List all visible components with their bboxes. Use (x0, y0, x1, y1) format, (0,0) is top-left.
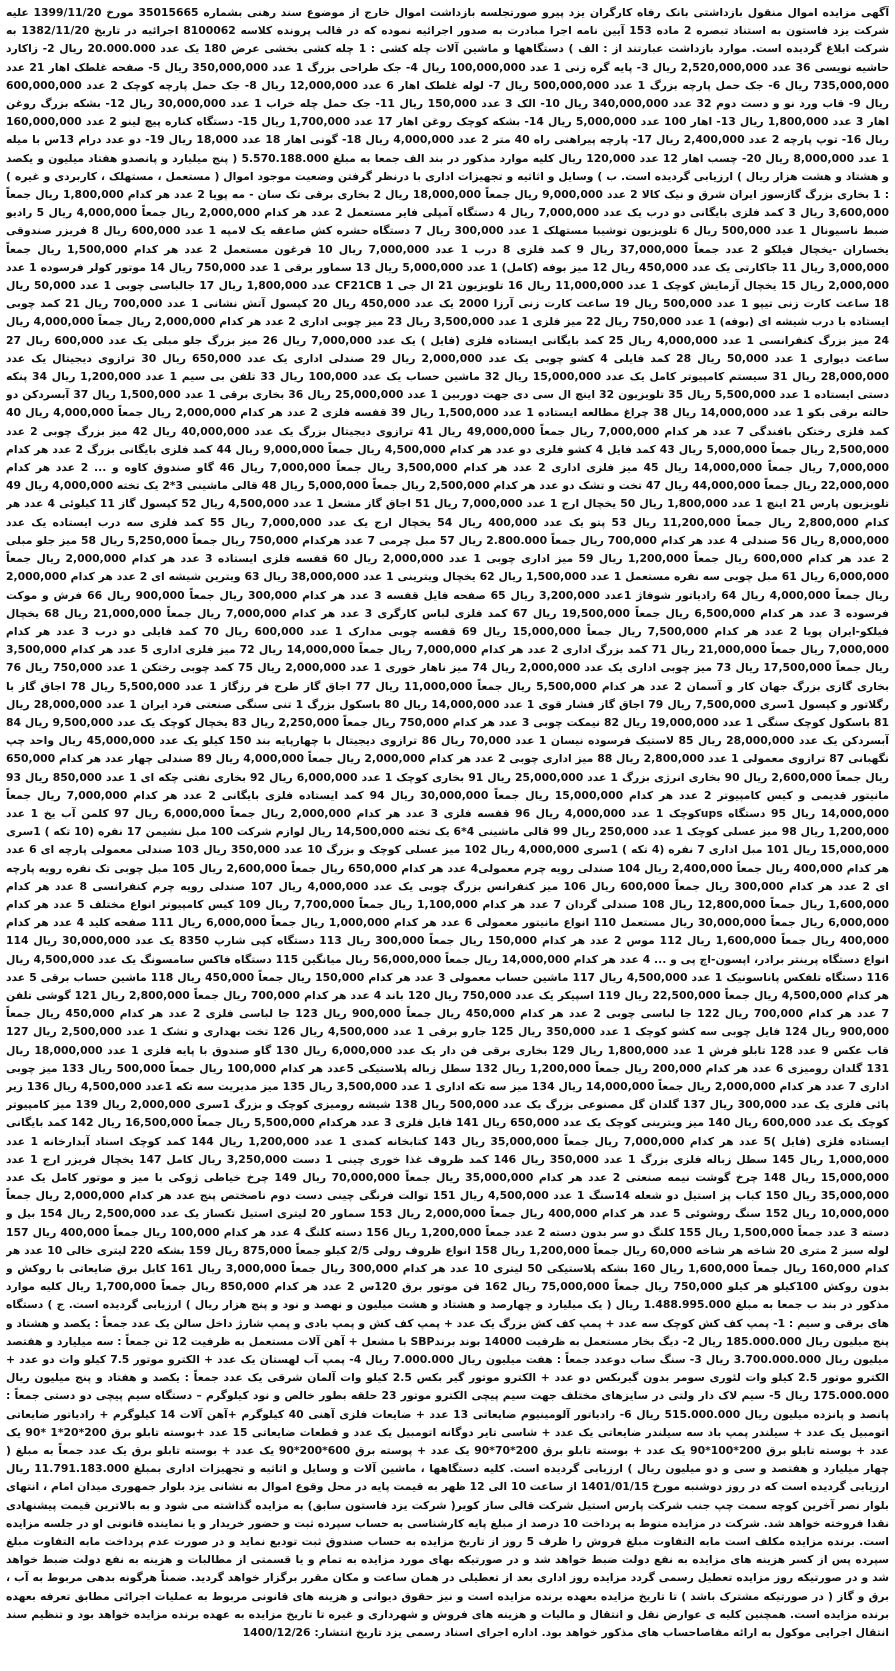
publish-date: 1400/12/26 (242, 1626, 311, 1640)
auction-notice (6, 4, 889, 1667)
notice-body: آگهی مزایده اموال منقول بازداشتی بانک رفاه کارگران یزد پیرو صورتجلسه بازداشت اموال خارج از موضوع سند رهنی بشماره 35015665 مورخ 1399/11/20 علیه شرکت یزد فاستون به استناد تبصره 2 ماده 153 آیین نامه اجرا مبادرت به صدور اجرائیه نموده که در قالب پرونده کلاسه 8100062 اجرائیه در تاریخ 1382/11/20 به شرکت ابلاغ گردیده است. موارد بازداشت عبارتند از : الف ) دستگاهها و ماشین آلات چله کشی : 1 چله کشی بخشی عرض 180 یک عدد 20.000.000 ریال 2- زاکارد حاشیه نویسی 36 عدد 2,520,000,000 ریال 3- پایه گره زنی 1 عدد 100,000,000 ریال 4- جک طراحی بزرگ 1 عدد 350,000,000 ریال 5- صفحه غلطک اهار 21 عدد 735,000,000 ریال 6- جک حمل پارچه بزرگ 1 عدد 500,000,000 ریال 7- لوله غلطک اهار 6 عدد 12,000,000 ریال 8- جک حمل پارچه کوچک 2 عدد 600,000,000 ریال 9- قاب ورد نو و دست دوم 32 عدد 340,000,000 ریال 10- الک 3 عدد 150,000 ریال 11- جک حمل چله خراب 1 عدد 30,000,000 ریال 12- بشکه بزرگ روغن اهار 3 عدد 1,800,000 ریال 13- اهار 100 عدد 5,000,000 ریال 14- بشکه کوچک روغن اهار 17 عدد 1,700,000 ریال 15- دستگاه کناره پیچ لینو 2 عدد 160,000,000 ریال 16- توپ پارچه 2 عدد 2,400,000 ریال 17- پارچه پیراهنی راه 40 متر 2 عدد 4,000,000 ریال 18- گونی اهار 18 عدد 18,000 ریال 19- دو عدد درام 13س با میله 1 عدد 8,000,000 ریال 20- چسب اهار 12 عدد 120,000 ریال کلیه موارد مذکور در بند الف جمعا به مبلغ 5.570.188.000 ( پنج میلیارد و پانصدو هفتاد میلیون و یکصد و هشتاد و هشت هزار ریال ) ارزیابی گردیده است. ب ) وسایل و اثاثیه و تجهیزات اداری با درنظر گرفتن وضعیت موجود اموال ( مستعمل ، مستهلک ، کاربردی و غیره ) : 1 بخاری بزرگ گازسوز ایران شرق و نیک کالا 2 عدد 9,000,000 ریال جمعاً 18,000,000 ریال 2 بخاری برقی تک سان - مه پویا 2 عدد هر کدام 1,800,000 ریال جمعاً 3,600,000 ریال 3 کمد فلزی بایگانی دو درب یک عدد 7,000,000 ریال 4 دستگاه آمپلی فایر مستعمل 2 عدد هر کدام 2,000,000 ریال جمعاً 4,000,000 ریال 5 رادیو ضبط ناسیونال 1 عدد 500,000 ریال 6 تلویزیون توشیبا مستهلک 1 عدد 300,000 ریال 7 دستگاه حشره کش صاعقه یک لامپه 1 عدد 600,000 ریال 8 فریزر صندوقی یخساران -یخچال فیلکو 2 عدد جمعاً 37,000,000 ریال 9 کمد فلزی 8 درب 1 عدد 7,000,000 ریال 10 فرغون مستعمل 2 عدد هر کدام 1,500,000 ریال جمعاً 3,000,000 ریال 11 جاکارتی یک عدد 450,000 ریال 12 میز بوفه (کامل) 1 عدد 5,000,000 ریال 13 سماور برقی 1 عدد 750,000 ریال 14 موتور کولر فرسوده 1 عدد 2,000,000 ریال 15 یخچال آزمایش کوچک 1 عدد 11,000,000 ریال 16 تلویزیون 21 ال جی 1 CF21CB عدد 1,800,000 ریال 17 جالباسی چوبی 1 عدد 50,000 ریال 18 ساعت کارت زنی تیپو 1 عدد 500,000 ریال 19 ساعت کارت زنی آرزا 2000 یک عدد 450,000 ریال 20 کپسول آتش نشانی 1 عدد 700,000 ریال 21 کمد چوبی ایستاده با درب شیشه ای (بوفه) 1 عدد 750,000 ریال 22 میز فلزی 1 عدد 3,500,000 ریال 23 میز چوبی اداری 2 عدد هر کدام 2,000,000 ریال جمعاً 4,000,000 ریال 24 میز بزرگ کنفرانسی 1 عدد 4,000,000 ریال 25 کمد بایگانی ایستاده فلزی (فایل ) یک عدد 7,000,000 ریال 26 میز بزرگ جلو مبلی یک عدد 600,000 ریال 27 ساعت دیواری 1 عدد 50,000 ریال 28 کمد فایلی 4 کشو چوبی یک عدد 2,000,000 ریال 29 صندلی اداری یک عدد 650,000 ریال 30 ترازوی دیجیتال یک عدد 28,000,000 ریال 31 سیستم کامپیوتر کامل یک عدد 15,000,000 ریال 32 ماشین حساب یک عدد 100,000 ریال 33 تلفن بی سیم 1 عدد 1,200,000 ریال 34 پنکه دستی ایستاده 1 عدد 5,500,000 ریال 35 تلویزیون 32 اینچ ال سی دی جهت دوربین 1 عدد 25,000,000 ریال 36 بخاری برقی 1 عدد 1,500,000 ریال 37 آبسردکن دو حالته برقی بکو 1 عدد 14,000,000 ریال 38 چراغ مطالعه ایستاده 1 عدد 1,500,000 ریال 39 قفسه فلزی 2 عدد هر کدام 2,000,000 ریال جمعاً 4,000,000 ریال 40 کمد فلزی رختکن بافندگی 7 عدد هر کدام 7,000,000 ریال جمعاً 49,000,000 ریال 41 ترازوی دیجیتال بزرگ یک عدد 40,000,000 ریال 42 میز بزرگ چوبی 2 عدد 2,500,000 ریال جمعاً 5,000,000 ریال 43 کمد فایل 4 کشو فلزی دو عدد هر کدام 4,500,000 ریال جمعاً 9,000,000 ریال 44 کمد فلزی بایگانی بزرگ 2 عدد هر کدام 7,000,000 ریال جمعاً 14,000,000 ریال 45 میز فلزی اداری 2 عدد هر کدام 3,500,000 ریال جمعاً 7,000,000 ریال 46 گاو صندوق کاوه و ... 2 عدد هر کدام 22,000,000 ریال جمعاً 44,000,000 ریال 47 تخت و تشک دو عدد هر کدام 2,500,000 ریال جمعاً 5,000,000 ریال 48 قالی ماشینی 3*2 یک تخته 4,000,000 ریال 49 تلویزیون پارس 21 اینچ 1 عدد 1,800,000 ریال 50 یخچال ارج 1 عدد 7,000,000 ریال 51 اجاق گاز مشعل 1 عدد 4,500,000 ریال 52 کپسول گاز 11 کیلوئی 4 عدد هر کدام 2,800,000 ریال جمعاً 11,200,000 ریال 53 پتو یک عدد 400,000 ریال 54 یخچال ارج یک عدد 7,000,000 ریال 55 کمد فلزی سه درب ایستاده یک عدد 8,000,000 ریال 56 صندلی 4 عدد هر کدام 700,000 ریال جمعاً 2.800.000 ریال 57 مبل چرمی 7 عدد هرکدام 750,000 ریال جمعاً 5,250,000 ریال 58 میز جلو مبلی 2 عدد هر کدام 600,000 ریال جمعاً 1,200,000 ریال 59 میز اداری چوبی 1 عدد 2,000,000 ریال 60 قفسه فلزی ایستاده 3 عدد هر کدام 2,000,000 ریال جمعاً 6,000,000 ریال 61 مبل چوبی سه نفره مستعمل 1 عدد 1,500,000 ریال 62 یخچال ویترینی 1 عدد 38,000,000 ریال 63 ویترین شیشه ای 2 عدد هر کدام 2,000,000 ریال جمعاً 4,000,000 ریال 64 رادیاتور شوفاژ 1عدد 3,200,000 ریال 65 صفحه فایل قفسه 3 عدد هر کدام 300,000 ریال جمعاً 900,000 ریال 66 فرش و موکت فرسوده 3 عدد هر کدام 6,500,000 ریال جمعاً 19,500,000 ریال 67 کمد فلزی لباس کارگری 3 عدد هر کدام 7,000,000 ریال جمعاً 21,000,000 ریال 68 یخچال فیلکو-ایران پویا 2 عدد هر کدام 7,500,000 ریال جمعاً 15,000,000 ریال 69 قفسه چوبی مدارک 1 عدد 600,000 ریال 70 کمد فایلی دو درب 3 عدد هر کدام 7,000,000 ریال جمعاً 21,000,000 ریال 71 کمد بزرگ اداری 2 عدد هر کدام 7,000,000 ریال جمعاً 14,000,000 ریال 72 میز فلزی اداری 5 عدد هر کدام 3,500,000 ریال جمعاً 17,500,000 ریال 73 میز چوبی اداری یک عدد 2,000,000 ریال 74 میز ناهار خوری 1 عدد 2,000,000 ریال 75 کمد چوبی رختکن 1 عدد 750,000 ریال 76 بخاری گازی بزرگ جهان کار و آسمان 2 عدد هر کدام 5,500,000 ریال جمعاً 11,000,000 ریال 77 اجاق گاز طرح فر رزگاز 1 عدد 5,500,000 ریال 78 اجاق گاز با رگلاتور و کپسول 1سری 7,500,000 ریال 79 اجاق گاز فشار قوی 1 عدد 14,000,000 ریال 80 باسکول بزرگ 1 تنی سنگی صنعتی فرد ایران 1 عدد 28,000,000 ریال 81 باسکول کوچک سنگی 1 عدد 19,000,000 ریال 82 نیمکت چوبی 3 عدد هر کدام 750,000 ریال جمعاً 2,250,000 ریال 83 یخچال کوچک یک عدد 9,500,000 ریال 84 آبسردکن یک عدد 28,000,000 ریال 85 لاستیک فرسوده نیسان 1 عدد 70,000 ریال 86 ترازوی دیجیتال با چهارپایه بند 150 کیلو یک عدد 45,000,000 ریال واحد چپ نگهبانی 87 ترازوی معمولی 1 عدد 2,800,000 ریال 88 میز اداری چوبی 2 عدد هر کدام 2,000,000 ریال جمعاً 4,000,000 ریال 89 صندلی چهار عدد هر کدام 650,000 ریال جمعاً 2,600,000 ریال 90 بخاری انرژی بزرگ 1 عدد 25,000,000 ریال 91 بخاری کوچک 1 عدد 6,000,000 ریال 92 بخاری نفتی چکه ای 1 عدد 850,000 ریال 93 مانیتور قدیمی و کیس کامپیوتر 2 عدد هر کدام 15,000,000 ریال جمعاً 30,000,000 ریال 94 کمد ایستاده فلزی بایگانی 2 عدد هر کدام 7,000,000 ریال جمعاً 14,000,000 ریال 95 دستگاه upsکوچک 1 عدد 4,000,000 ریال 96 قفسه فلزی 3 عدد هر کدام 2,000,000 ریال جمعاً 6,000,000 ریال 97 کلمن آب یخ 1 عدد 1,200,000 ریال 98 میز عسلی کوچک 1 عدد 250,000 ریال 99 قالی ماشینی 4*6 یک تخته 14,500,000 ریال لوازم شرکت 100 مبل نشیمن 17 نفره (10 تکه ) 1سری 15,000,000 ریال 101 مبل اداری 7 نفره (4 تکه ) 1سری 4,000,000 ریال 102 میز عسلی کوچک و بزرگ 10 عدد 350,000 ریال 103 صندلی معمولی پارچه ای 6 عدد هر کدام 400,000 ریال جمعاً 2,400,000 ریال 104 صندلی رویه چرم معمولی4 عدد هر کدام 650,000 ریال جمعاً 2,600,000 ریال 105 مبل چوبی تک نفره رویه پارچه ای 2 عدد هر کدام 300,000 ریال جمعاً 600,000 ریال 106 میز کنفرانس بزرگ چوبی یک عدد 4,000,000 ریال 107 صندلی رویه چرم کنفرانسی 8 عدد هر کدام 1,600,000 ریال جمعاً 12,800,000 ریال 108 صندلی گردان 7 عدد هر کدام 1,100,000 ریال جمعاً 7,700,000 ریال 109 کیس کامپیوتر انواع مختلف 5 عدد هر کدام 6,000,000 ریال جمعاً 30,000,000 ریال مستعمل 110 انواع مانیتور معمولی 6 عدد هر کدام 1,000,000 ریال جمعاً 6,000,000 ریال 111 صفحه کلید 4 عدد هر کدام 400,000 ریال جمعاً 1,600,000 ریال 112 موس 2 عدد هر کدام 150,000 ریال جمعاً 300,000 ریال 113 دستگاه کپی شارپ 8350 یک عدد 30,000,000 ریال 114 انواع دستگاه پرینتر برادر، اپسون-اچ پی و ... 4 عدد هر کدام 14,000,000 ریال جمعاً 56,000,000 ریال میانگین 115 دستگاه فاکس سامسونگ یک عدد 4,500,000 ریال 116 دستگاه تلفکس پاناسونیک 1 عدد 4,500,000 ریال 117 ماشین حساب معمولی 3 عدد هر کدام 150,000 ریال جمعاً 450,000 ریال 118 ماشین حساب برقی 5 عدد هر کدام 4,500,000 ریال جمعاً 22,500,000 ریال 119 اسپیکر یک عدد 750,000 ریال 120 باند 4 عدد هر کدام 700,000 ریال جمعاً 2,800,000 ریال 121 گوشی تلفن 7 عدد هر کدام 700,000 ریال 122 جا لباسی چوبی 2 عدد هر کدام 450,000 ریال جمعاً 900,000 ریال 123 جا لباسی فلزی 2 عدد هر کدام 450,000 ریال جمعاً 900,000 ریال 124 فایل چوبی سه کشو کوچک 1 عدد 350,000 ریال 125 جارو برقی 1 عدد 4,500,000 ریال 126 تخت بهداری و تشک 1 عدد 2,500,000 ریال 127 قاب عکس 9 عدد 128 تابلو فرش 1 عدد 1,800,000 ریال 129 بخاری برقی فن دار یک عدد 6,000,000 ریال 130 گاو صندوق با پایه فلزی 1 عدد 18,000,000 ریال 131 گلدان رومیزی 6 عدد هر کدام 200,000 ریال جمعاً 1,200,000 ریال 132 سطل زباله پلاستیکی 5عدد هر کدام 100,000 ریال جمعاً 500,000 ریال 133 میز چوبی اداری 7 عدد هر کدام 2,000,000 ریال جمعاً 14,000,000 ریال 134 میز سه تکه اداری 1 عدد 3,500,000 ریال 135 میز مدیریت سه تکه 1عدد 4,500,000 ریال 136 زیر پائی فلزی یک عدد 300,000 ریال 137 گلدان گل مصنوعی بزرگ یک عدد 500,000 ریال 138 شیشه رومیزی کوچک و بزرگ 1سری 2,000,000 ریال 139 میز کامپیوتر کوچک یک عدد 600,000 ریال 140 میز ویترینی کوچک یک عدد 650,000 ریال 141 فایل فلزی 3 عدد هرکدام 5,500,000 ریال جمعاً 16,500,000 ریال 142 کمد بایگانی ایستاده فلزی (فایل )5 عدد هر کدام 7,000,000 ریال جمعاً 35,000,000 ریال 143 کتابخانه کمدی 1 عدد 1,200,000 ریال 144 کمد کوچک اسناد آبدارخانه 1 عدد 1,000,000 ریال 145 سطل زباله فلزی بزرگ 1 عدد 350,000 ریال 146 کمد ظروف غذا خوری چینی 1 دست 3,250,000 ریال کامل 147 یخچال فریزر ارج 1 عدد 15,000,000 ریال 148 چرخ گوشت نیمه صنعتی 2 عدد هر کدام 35,000,000 ریال جمعاً 70,000,000 ریال 149 چرخ خیاطی ژوکی با میز و موتور کامل یک عدد 35,000,000 ریال 150 کباب پز استیل دو شعله 14سنگ 1 عدد 4,500,000 ریال 151 توالت فرنگی چینی دست دوم ناصختص پنج عدد هر کدام 2,000,000 ریال جمعاً 10,000,000 ریال 152 سنگ روشوئی 5 عدد هر کدام 400,000 ریال جمعاً 2,000,000 ریال 153 سماور 20 لیتری استیل تکساز یک عدد 2,500,000 ریال 154 بیل و دسته 3 عدد جمعاً 1,500,000 ریال 155 کلنگ دو سر بدون دسته 2 عدد جمعاً 1,200,000 ریال 156 دسته کلنگ 4 عدد هر کدام 100,000 ریال جمعاً 400,000 ریال 157 لوله سبز 2 متری 20 شاخه هر شاخه 60,000 ریال جمعاً 1,200,000 ریال 158 انواع ظروف رولی 2/5 کیلو جمعاً 875,000 ریال 159 بشکه 220 لیتری خالی 10 عدد هر کدام 160,000 ریال جمعاً 1,600,000 ریال 160 بشکه پلاستیکی 50 لیتری 10 عدد هر کدام 300,000 ریال جمعاً 3,000,000 ریال 161 کابل برق ضایعاتی با روکش و بدون روکش 100کیلو هر کیلو 750,000 ریال جمعاً 75,000,000 ریال 162 فن موتور برق 120س 2 عدد هر کدام 850,000 ریال جمعاً 1,700,000 ریال کلیه موارد مذکور در بند ب جمعا به مبلغ 1.488.995.000 ریال ( یک میلیارد و چهارصد و هشتاد و هشت میلیون و نهصد و نود و پنج هزار ریال ) ارزیابی گردیده است. ج ) دستگاه های برقی و سیم : 1- پمپ کف کش کوچک سه عدد + پمپ کف کش بزرگ یک عدد + پمپ کف کش و پمپ بادی و پمپ شارژ داخل سالن یک عدد جمعاً : یکصد و هشتاد و پنج میلیون ریال 185.000.000 ریال 2- دیگ بخار مستعمل به ظرفیت 14000 بوند برندSBP با مشعل + آهن آلات مستعمل به ظرفیت 12 تن جمعاً : سه میلیارد و هفتصد میلیون ریال 3.700.000.000 ریال 3- سنگ ساب دوعدد جمعاً : هفت میلیون ریال 7.000.000 ریال 4- پمپ آب لهستان یک عدد + الکترو موتور 7.5 کیلو وات دو عدد + الکترو موتور 2.5 کیلو وات لئوری سومر بدون گیربکس دو عدد + الکترو موتور گیر بکس 2.5 کیلو وات آلمان شرقی یک عدد جمعاً : یکصد و هفتاد و پنج میلیون ریال 175.000.000 ریال 5- سیم لاک دار ولتی در سایزهای مختلف جهت سیم پیچی الکترو موتور 23 حلقه بطور خالص و نود کیلوگرم – دستگاه سیم پیچی دو دستی جمعاً : پانصد و پانزده میلیون ریال 515.000.000 ریال 6- رادیاتور آلومینیوم ضایعاتی 13 عدد + ضایعات فلزی آهنی 40 کیلوگرم +آهن آلات 14 کیلوگرم + رادیاتور ضایعاتی اتومبیل یک عدد + سیلندر پمپ باد سه سیلندر ضایعاتی یک عدد + شاسی تایر دوگانه اتومبیل یک عدد و قطعات ضایعاتی 15 عدد +بوسته تابلو برق 200*20*1 *90 یک عدد + بوسته تابلو برق 200*100*90 یک عدد + بوسته تابلو برق 200*70*90 یک عدد + پوسته برق 600*200*90 یک عدد + بوسته تابلو برق یک عدد جمعاً به مبلغ ( چهار میلیارد و هفتصد و سی و دو میلیون ریال ) ارزیابی گردیده است. کلیه دستگاهها ، ماشین آلات و وسایل و اثاثیه و تجهیزات اداری بمبلغ 11.791.183.000 ریال ارزیابی گردیده است که در روز دوشنبه مورخ 1401/01/15 از ساعت 10 الی 12 ظهر به قیمت پایه در محل وقوع اموال به نشانی یزد بلوار جمهوری میدان امام ، انتهای بلوار نصر آخرین کوچه سمت چپ جنب شرکت پارس استیل شرکت قالی ساز کویر( شرکت یزد فاستون سابق) به مزایده گذاشته می شود و به بالاترین قیمت پیشنهادی نقدا فروخته خواهد شد. شرکت در مزایده منوط به پرداخت 10 درصد از مبلغ پایه کارشناسی به حساب سپرده ثبت و حضور خریدار و یا نماینده قانونی او در جلسه مزایده است. برنده مزایده مکلف است مابه التفاوت مبلغ فروش را ظرف 5 روز از تاریخ مزایده به حساب صندوق ثبت تودیع نماید و در صورت عدم پرداخت مابه التفاوت مبلغ سپرده پس از کسر هزینه های مزایده به نفع دولت ضبط خواهد شد و در صورتیکه بهای مورد مزایده به تمام و یا قسمتی از مطالبات و هزینه به نفع دولت ضبط خواهد شد و در صورتیکه روز مزایده تعطیل رسمی گردد مزایده روز اداری بعد از تعطیلی در همان ساعت و مکان مقرر برگزار خواهد گردید. ضمناً هرگونه بدهی مربوط به آب ، برق و گاز ( در صورتیکه مشترک باشد ) تا تاریخ مزایده بعهده برنده مزایده است و نیز حقوق دیوانی و هزینه های قانونی مربوط به عملیات اجرائی مطابق تعرفه بعهده برنده مزایده است. همچنین کلیه ی عوارض نقل و انتقال و مالیات و هزینه های فروش و شهرداری و غیره تا تاریخ مزایده به عهده برنده مزایده خواهد بود و تنظیم سند انتقال اجرایی موکول به ارائه مفاصاحساب های مذکور خواهد بود. اداره اجرای اسناد رسمی یزد تاریخ انتشار: (6, 6, 889, 1640)
notice-body-text (6, 4, 889, 1642)
